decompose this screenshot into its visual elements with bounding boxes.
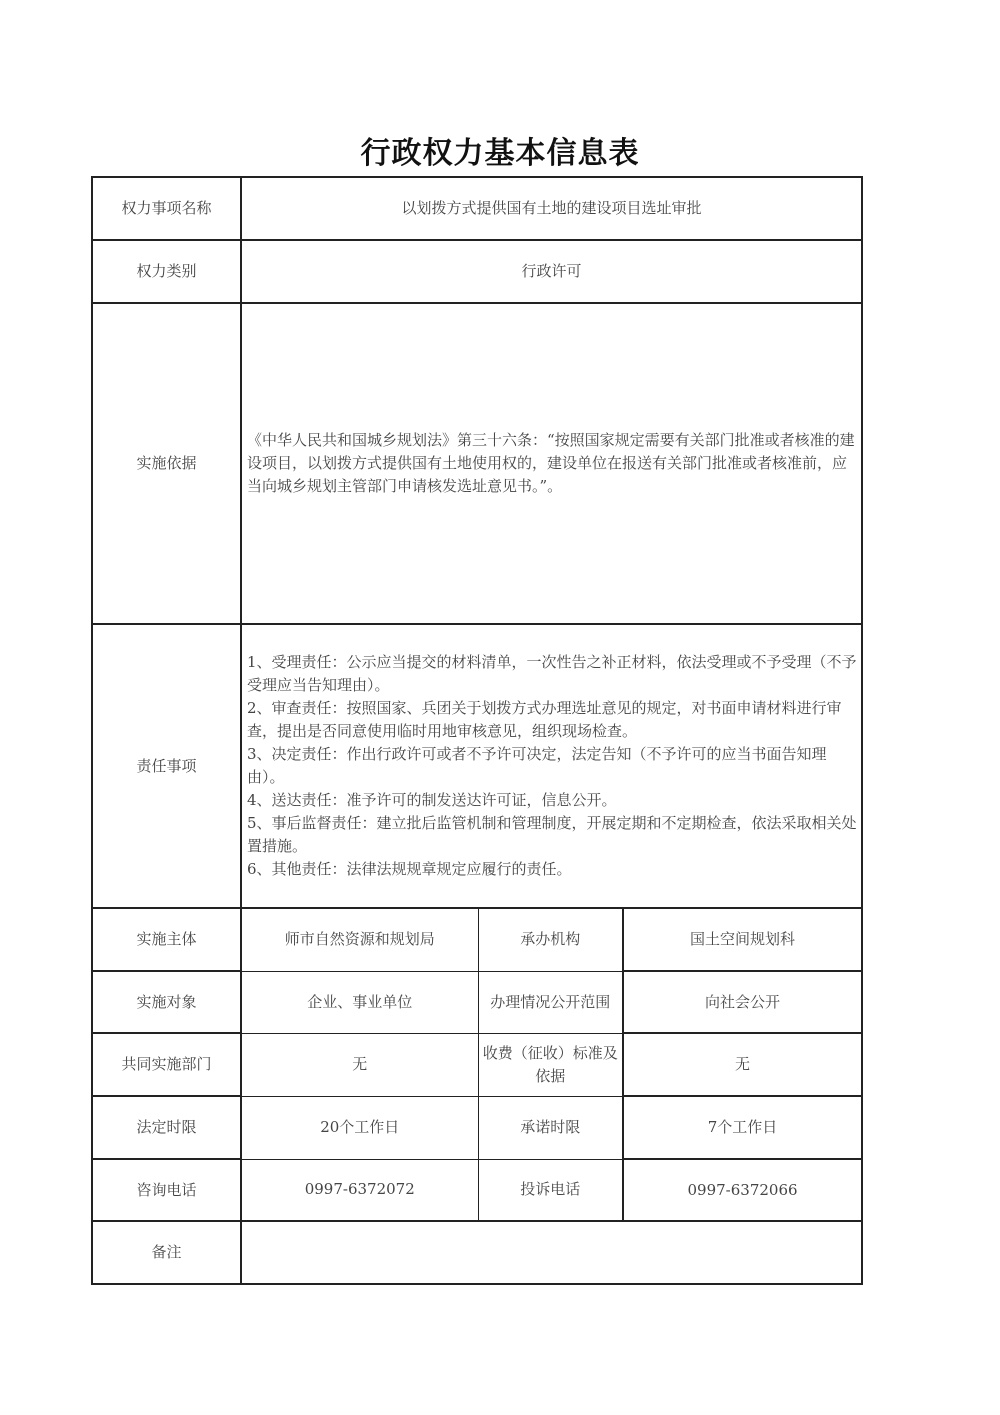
row-category — [92, 240, 862, 303]
row-joint — [92, 1033, 862, 1096]
label-joint: 共同实施部门 — [92, 1033, 241, 1096]
responsibility-item: 3、决定责任：作出行政许可或者不予许可决定，法定告知（不予许可的应当书面告知理由）。 — [247, 745, 827, 786]
value-complaint-phone: 0997-6372066 — [623, 1159, 862, 1221]
row-name — [92, 177, 862, 240]
value-category: 行政许可 — [241, 240, 862, 303]
row-remarks — [92, 1221, 862, 1284]
value-fee: 无 — [623, 1033, 862, 1096]
value-subject: 师市自然资源和规划局 — [241, 908, 478, 971]
row-phone — [92, 1159, 862, 1221]
value-agency: 国土空间规划科 — [623, 908, 862, 971]
label-responsibilities: 责任事项 — [92, 624, 241, 908]
label-promised-limit: 承诺时限 — [478, 1096, 623, 1159]
info-table — [91, 176, 863, 1285]
label-name: 权力事项名称 — [92, 177, 241, 240]
responsibility-item: 1、受理责任：公示应当提交的材料清单，一次性告之补正材料，依法受理或不予受理（不予受理应当告知理由）。 — [247, 653, 857, 694]
label-remarks: 备注 — [92, 1221, 241, 1284]
value-promised-limit: 7个工作日 — [623, 1096, 862, 1159]
label-basis: 实施依据 — [92, 303, 241, 624]
value-disclosure: 向社会公开 — [623, 971, 862, 1033]
label-fee: 收费（征收）标准及依据 — [478, 1033, 623, 1096]
row-responsibilities — [92, 624, 862, 908]
row-subject — [92, 908, 862, 971]
value-responsibilities — [241, 624, 862, 908]
label-category: 权力类别 — [92, 240, 241, 303]
label-complaint-phone: 投诉电话 — [478, 1159, 623, 1221]
label-subject: 实施主体 — [92, 908, 241, 971]
label-legal-limit: 法定时限 — [92, 1096, 241, 1159]
page-title: 行政权力基本信息表 — [360, 136, 640, 171]
value-name: 以划拨方式提供国有土地的建设项目选址审批 — [241, 177, 862, 240]
value-remarks — [241, 1221, 862, 1284]
value-basis: 《中华人民共和国城乡规划法》第三十六条：“按照国家规定需要有关部门批准或者核准的建设项目，以划拨方式提供国有土地使用权的，建设单位在报送有关部门批准或者核准前，应当向城乡规划主管部门申请核发选址意见书。”。 — [241, 303, 862, 624]
row-time — [92, 1096, 862, 1159]
responsibility-item: 2、审查责任：按照国家、兵团关于划拨方式办理选址意见的规定，对书面申请材料进行审查，提出是否同意使用临时用地审核意见，组织现场检查。 — [247, 699, 842, 740]
label-target: 实施对象 — [92, 971, 241, 1033]
value-consult-phone: 0997-6372072 — [241, 1159, 478, 1221]
label-consult-phone: 咨询电话 — [92, 1159, 241, 1221]
value-target: 企业、事业单位 — [241, 971, 478, 1033]
label-agency: 承办机构 — [478, 908, 623, 971]
responsibility-item: 4、送达责任：准予许可的制发送达许可证，信息公开。 — [247, 791, 617, 809]
responsibility-item: 5、事后监督责任：建立批后监管机制和管理制度，开展定期和不定期检查，依法采取相关处置措施。 — [247, 814, 857, 855]
value-legal-limit: 20个工作日 — [241, 1096, 478, 1159]
label-disclosure: 办理情况公开范围 — [478, 971, 623, 1033]
value-joint: 无 — [241, 1033, 478, 1096]
row-basis — [92, 303, 862, 624]
row-target — [92, 971, 862, 1033]
responsibility-item: 6、其他责任：法律法规规章规定应履行的责任。 — [247, 860, 572, 878]
